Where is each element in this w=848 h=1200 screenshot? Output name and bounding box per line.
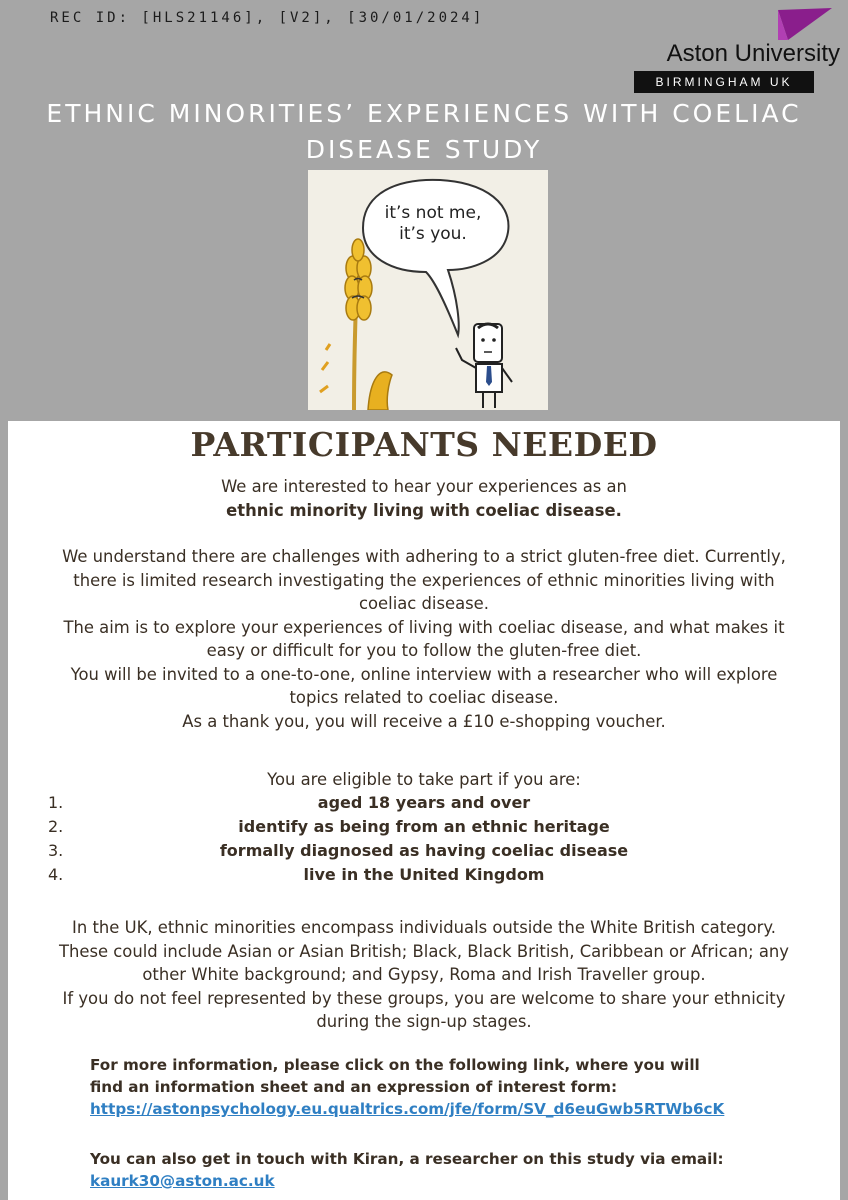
- info-line: find an information sheet and an expression of interest form:: [90, 1078, 618, 1096]
- cartoon-illustration: [308, 170, 548, 410]
- info-line: For more information, please click on the following link, where you will: [90, 1056, 700, 1074]
- ethnicity-definition: [8, 916, 840, 1034]
- qualtrics-form-link[interactable]: https://astonpsychology.eu.qualtrics.com/jfe/form/SV_d6euGwb5RTWb6cK: [90, 1100, 725, 1118]
- contact-email-link[interactable]: kaurk30@aston.ac.uk: [90, 1172, 275, 1190]
- study-title: [0, 96, 848, 168]
- eligibility-number: 2.: [48, 817, 64, 836]
- description-line: there is limited research investigating the experiences of ethnic minorities living with: [73, 570, 775, 590]
- more-info-block: [90, 1054, 810, 1120]
- participants-needed-heading: PARTICIPANTS NEEDED: [190, 425, 658, 464]
- eligibility-number: 1.: [48, 793, 64, 812]
- eligibility-item: [8, 841, 840, 865]
- rec-id: REC ID: [HLS21146], [V2], [30/01/2024]: [50, 10, 485, 26]
- description-line: You will be invited to a one-to-one, online interview with a researcher who will explore: [70, 664, 778, 684]
- speech-bubble-text: [378, 203, 488, 245]
- contact-line: You can also get in touch with Kiran, a researcher on this study via email:: [90, 1150, 724, 1168]
- eligibility-intro: You are eligible to take part if you are:: [267, 770, 581, 789]
- contact-block: [90, 1148, 810, 1192]
- title-line: ETHNIC MINORITIES’ EXPERIENCES WITH COELIAC: [46, 99, 802, 128]
- intro-line-bold: ethnic minority living with coeliac disease.: [226, 500, 622, 520]
- eligibility-text: aged 18 years and over: [317, 793, 531, 812]
- description-line: The aim is to explore your experiences of living with coeliac disease, and what makes it: [63, 617, 785, 637]
- definition-line: In the UK, ethnic minorities encompass individuals outside the White British category.: [72, 918, 776, 937]
- eligibility-number: 3.: [48, 841, 64, 860]
- logo-name: Aston University: [666, 40, 840, 67]
- intro-text: [8, 475, 840, 522]
- eligibility-item: [8, 793, 840, 817]
- description-line: We understand there are challenges with adhering to a strict gluten-free diet. Currently,: [62, 547, 786, 566]
- description-line: coeliac disease.: [359, 594, 489, 613]
- logo-subtitle: BIRMINGHAM UK: [634, 71, 814, 93]
- aston-university-logo: [628, 6, 840, 90]
- eligibility-text: live in the United Kingdom: [303, 865, 545, 884]
- description-text: [8, 545, 840, 733]
- eligibility-text: identify as being from an ethnic heritage: [238, 817, 610, 836]
- eligibility-number: 4.: [48, 865, 64, 884]
- definition-line: other White background; and Gypsy, Roma and Irish Traveller group.: [142, 965, 706, 984]
- content-panel: [8, 421, 840, 1200]
- intro-line: We are interested to hear your experiences as an: [221, 477, 627, 496]
- description-line: easy or difficult for you to follow the gluten-free diet.: [206, 641, 642, 660]
- speech-line: it’s you.: [399, 224, 467, 244]
- eligibility-item: [8, 817, 840, 841]
- speech-line: it’s not me,: [384, 203, 482, 223]
- definition-line: These could include Asian or Asian British; Black, Black British, Caribbean or African; any: [58, 941, 790, 961]
- title-line: DISEASE STUDY: [305, 135, 543, 164]
- description-line: topics related to coeliac disease.: [289, 688, 559, 707]
- definition-line: If you do not feel represented by these groups, you are welcome to share your ethnicity: [62, 988, 786, 1008]
- voucher-line: As a thank you, you will receive a £10 e-shopping voucher.: [182, 711, 666, 731]
- definition-line: during the sign-up stages.: [316, 1012, 532, 1031]
- eligibility-item: [8, 865, 840, 889]
- eligibility-text: formally diagnosed as having coeliac disease: [219, 841, 629, 860]
